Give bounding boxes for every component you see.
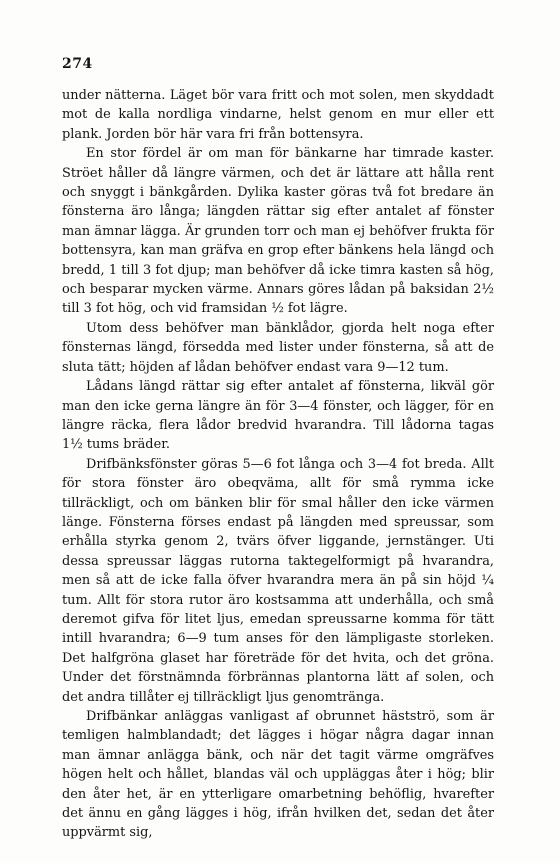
page-number: 274 bbox=[62, 56, 93, 72]
paragraph: Drifbänksfönster göras 5—6 fot långa och 3—4 fot breda. Allt för stora fönster äro obeqväma, allt för små rymma icke tillräckligt, och om bänken blir för smal håller den icke värmen länge. Fönsterna förses endast på längden med spreussar, som erhålla styrka genom 2, tvärs öfver liggande, jernstänger. Uti dessa spreussar läggas rutorna taktegelformigt på hvarandra, men så att de icke falla öfver hvarandra mera än på sin höjd ¼ tum. Allt för stora rutor äro kostsamma att underhålla, och små deremot gifva för litet ljus, emedan spreussarne komma för tätt intill hvarandra; 6—9 tum anses för den lämpligaste storleken. Det halfgröna glaset har företräde för det hvita, och det gröna. Under det förstnämnda förbrännas plantorna lätt af solen, och det andra tillåter ej tillräckligt ljus genomtränga. bbox=[62, 456, 494, 705]
paragraph: Lådans längd rättar sig efter antalet af fönsterna, likväl gör man den icke gerna längre än för 3—4 fönster, och lägger, för en längre räcka, flera lådor bredvid hvarandra. Till lådorna tagas 1½ tums bräder. bbox=[62, 379, 494, 453]
paragraph: Utom dess behöfver man bänklådor, gjorda helt noga efter fönsternas längd, försedda med lister under fönsterna, så att de sluta tätt; höjden af lådan behöfver endast vara 9—12 tum. bbox=[62, 320, 494, 375]
paragraph: Drifbänkar anläggas vanligast af obrunnet hästströ, som är temligen halmblandadt; det lägges i högar några dagar innan man ämnar anlägga bänk, och när det tagit värme omgräfves högen helt och hållet, blandas väl och uppläggas åter i hög; blir den åter het, är en ytterligare omarbetning behöflig, hvarefter det ännu en gång lägges i hög, ifrån hvilken det, sedan det åter uppvärmt sig, bbox=[62, 709, 494, 841]
paragraph-continuation: under nätterna. Läget bör vara fritt och mot solen, men skyddadt mot de kalla nordliga vindarne, helst genom en mur eller ett plank. Jorden bör här vara fri från bottensyra. bbox=[62, 88, 494, 142]
paragraph: En stor fördel är om man för bänkarne har timrade kaster. Ströet håller då längre värmen, och det är lättare att hålla rent och snyggt i bänkgården. Dylika kaster göras två fot bredare än fönsterna äro långa; längden rättar sig efter antalet af fönster man ämnar lägga. Är grunden torr och man ej behöfver frukta för bottensyra, kan man gräfva en grop efter bänkens hela längd och bredd, 1 till 3 fot djup; man behöfver då icke timra kasten så hög, och besparar mycken värme. Annars göres lådan på baksidan 2½ till 3 fot hög, och vid framsidan ½ fot lägre. bbox=[62, 146, 494, 317]
body-text bbox=[62, 86, 494, 843]
